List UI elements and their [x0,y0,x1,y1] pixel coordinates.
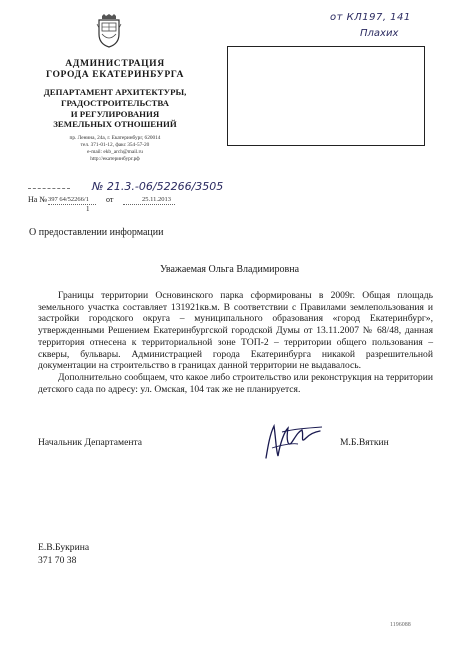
incoming-date-line [123,204,175,205]
executor-name: Е.В.Букрина [38,542,90,553]
subject-line: О предоставлении информации [29,227,164,238]
letter-body [38,290,433,395]
body-paragraph-1: Границы территории Основинского парка сформированы в 2009г. Общая площадь земельного участка составляет 131921кв.м. В соответствии с Правилами землепользования и застройки городского округа – муниципального образования «город Екатеринбург», утвержденными Решением Екатеринбургской городской Думы от 13.11.2007 № 68/48, данная территория отнесена к территориальной зоне ТОП-2 – территории общего пользования – скверы, бульвары. Администрацией города Екатеринбурга никакой разрешительной документации на строительство в границах данной территории не выдавалось. [38,290,433,372]
signatory-name: М.Б.Вяткин [340,437,389,448]
contact-email: e-mail: ekb_arch@mail.ru [87,149,143,155]
department-name [30,87,200,130]
department-line3: И РЕГУЛИРОВАНИЯ [70,108,160,119]
incoming-number: 397 64/52266/1 [48,196,89,203]
reference-label: На № [28,195,47,204]
outgoing-date-line [28,188,70,189]
handwritten-note-name: Плахих [360,28,399,39]
executor-phone: 371 70 38 [38,555,77,566]
department-line4: ЗЕМЕЛЬНЫХ ОТНОШЕНИЙ [53,119,177,130]
incoming-date: 25.11.2013 [142,196,172,203]
reference-tick: 1 [86,205,90,213]
coat-of-arms-icon [96,14,122,48]
department-line2: ГРАДОСТРОИТЕЛЬСТВА [60,97,170,108]
contact-address: пр. Ленина, 24а, г. Екатеринбург, 620014 [69,135,161,141]
document-number: 1196088 [390,622,411,628]
org-name-line2: ГОРОДА ЕКАТЕРИНБУРГА [46,69,184,80]
department-line1: ДЕПАРТАМЕНТ АРХИТЕКТУРЫ, [43,87,187,97]
reference-from-label: от [106,195,114,204]
contact-block [40,135,190,163]
handwritten-note: от КЛ197, 141 [330,12,411,23]
outgoing-number: № 21.3.-06/52266/3505 [92,180,224,193]
contact-phone: тел. 371-01-12, факс 354-57-20 [80,142,150,148]
signatory-title: Начальник Департамента [38,437,143,448]
addressee-box [227,46,425,146]
org-name-line1: АДМИНИСТРАЦИЯ [65,58,165,69]
org-name [30,58,200,80]
handwritten-signature [262,418,327,463]
contact-web: http://екатеринбург.рф [90,156,140,162]
salutation: Уважаемая Ольга Владимировна [159,264,300,275]
body-paragraph-2: Дополнительно сообщаем, что какое либо строительство или реконструкция на территории детского сада по адресу: ул. Омская, 104 так же не планируется. [38,371,433,395]
